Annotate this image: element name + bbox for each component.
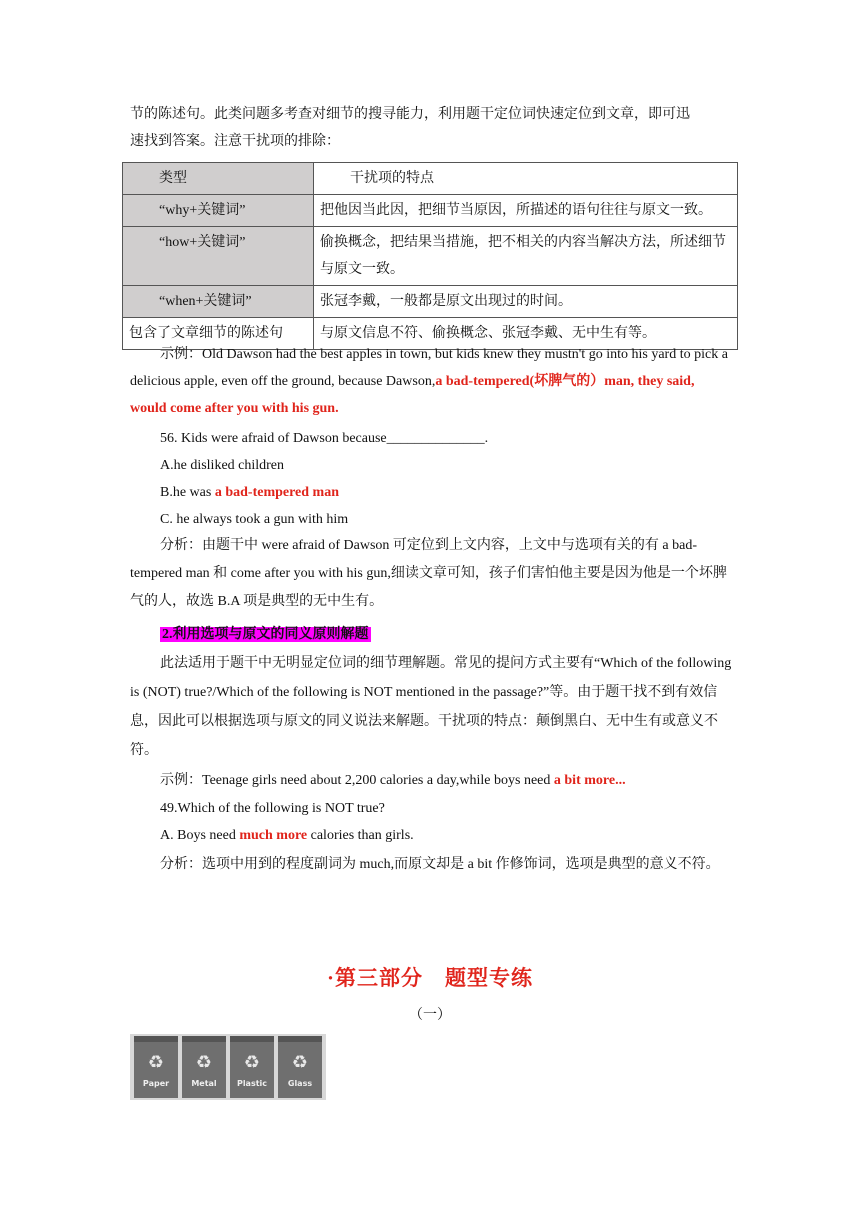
table-row (123, 286, 738, 318)
question-49-stem: 49.Which of the following is NOT true? (160, 801, 385, 816)
example-2-highlight: a bit more... (553, 773, 626, 788)
table-cell-feature: 与原文信息不符、偷换概念、张冠李戴、无中生有等。 (314, 318, 738, 350)
method-2-heading: 2.利用选项与原文的同义原则解题 (162, 627, 369, 642)
recycle-icon: ♻ (147, 1051, 165, 1073)
table-cell-type: “why+关键词” (123, 195, 314, 227)
table-header-row (123, 163, 738, 195)
method-2-body: 此法适用于题干中无明显定位词的细节理解题。常见的提问方式主要有“Which of the following is (NOT) true?/Which of the following is NOT mentioned in the passage?”等。由于题干找不到有效信息，因此可以根据选项与原文的同义说法来解题。干扰项的特点：颠倒黑白、无中生有或意义不符。 (130, 656, 732, 758)
recycle-bin-glass: ♻ Glass (278, 1036, 322, 1098)
table-header-type: 类型 (123, 163, 314, 195)
question-56-option-c: C. he always took a gun with him (160, 512, 349, 527)
distractor-table (122, 162, 738, 350)
table-cell-feature: 张冠李戴，一般都是原文出现过的时间。 (314, 286, 738, 318)
example-1 (130, 341, 734, 422)
intro-line-2: 速找到答案。注意干扰项的排除： (130, 134, 340, 149)
table-cell-feature: 偷换概念，把结果当措施，把不相关的内容当解决方法，所述细节与原文一致。 (314, 227, 738, 286)
table-cell-feature: 把他因当此因，把细节当原因，所描述的语句往往与原文一致。 (314, 195, 738, 227)
question-56-option-a: A.he disliked children (160, 458, 285, 473)
recycling-bins-image (130, 1034, 326, 1100)
example-1-text: 示例：Old Dawson had the best apples in town, but kids knew they mustn't go into his yard to pick a delicious apple, even off the ground, because Dawson, (130, 347, 728, 389)
recycle-bin-paper: ♻ Paper (134, 1036, 178, 1098)
table-header-feature: 干扰项的特点 (314, 163, 738, 195)
question-56-stem: 56. Kids were afraid of Dawson because______________. (160, 431, 489, 446)
recycle-icon: ♻ (291, 1051, 309, 1073)
table-row (123, 227, 738, 286)
table-cell-type: “when+关键词” (123, 286, 314, 318)
question-49-option-a: A. Boys need much more calories than girls. (160, 828, 414, 843)
analysis-2: 分析：选项中用到的程度副词为 much,而原文却是 a bit 作修饰词，选项是典型的意义不符。 (160, 857, 720, 872)
intro-line-1: 节的陈述句。此类问题多考查对细节的搜寻能力，利用题干定位词快速定位到文章，即可迅 (130, 107, 690, 122)
table-row (123, 195, 738, 227)
recycle-bin-plastic: ♻ Plastic (230, 1036, 274, 1098)
part-3-subtitle: （一） (409, 1008, 451, 1023)
recycle-bin-metal: ♻ Metal (182, 1036, 226, 1098)
intro-paragraph (130, 101, 734, 155)
recycle-icon: ♻ (195, 1051, 213, 1073)
example-1-highlight: a bad-tempered(坏脾气的）man, they said, would come after you with his gun. (130, 374, 695, 416)
question-49 (130, 795, 734, 849)
recycle-icon: ♻ (243, 1051, 261, 1073)
example-2: 示例：Teenage girls need about 2,200 calories a day,while boys need a bit more... (160, 773, 626, 788)
question-56-option-b: B.he was a bad-tempered man (160, 485, 340, 500)
table-cell-type: 包含了文章细节的陈述句 (123, 318, 314, 350)
analysis-1: 分析：由题干中 were afraid of Dawson 可定位到上文内容，上文中与选项有关的有 a bad-tempered man 和 come after you with his gun,细读文章可知，孩子们害怕他主要是因为他是一个坏脾气的人，故选 B.A 项是典型的无中生有。 (130, 538, 727, 609)
table-cell-type: “how+关键词” (123, 227, 314, 286)
part-3-title: ·第三部分 题型专练 (326, 966, 533, 990)
question-56 (130, 425, 734, 533)
